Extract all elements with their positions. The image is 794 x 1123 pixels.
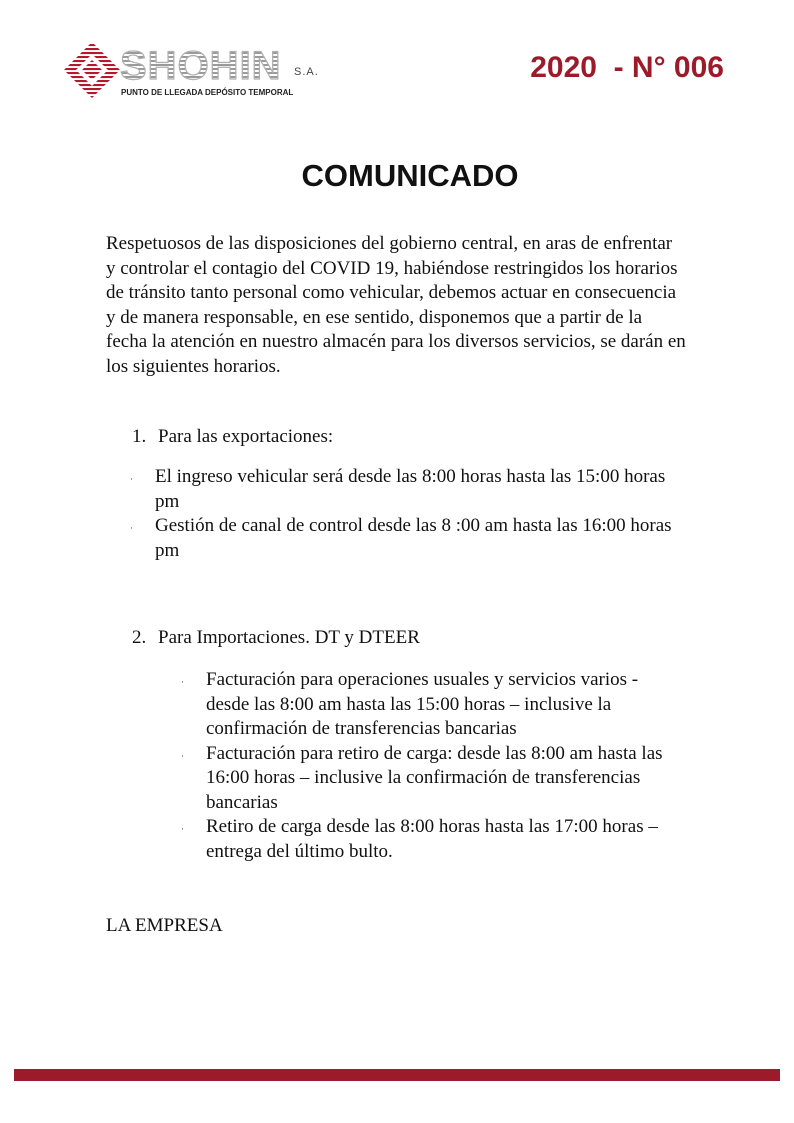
logo-tagline: PUNTO DE LLEGADA DEPÓSITO TEMPORAL xyxy=(121,88,294,97)
bullet-dot-icon: · xyxy=(181,677,184,687)
section-title: Para las exportaciones: xyxy=(158,426,334,447)
footer-bar xyxy=(14,1069,780,1081)
intro-paragraph: Respetuosos de las disposiciones del gobierno central, en aras de enfrentar y controlar el contagio del COVID 19, habiéndose restringidos los horarios de tránsito tanto personal como vehicular, debemos actuar en consecuencia y de manera responsable, en ese sentido, disponemos que a partir de la fecha la atención en nuestro almacén para los diversos servicios, se darán en los siguientes horarios. xyxy=(106,233,686,377)
exportaciones-list xyxy=(130,465,690,563)
list-item-text: Facturación para operaciones usuales y servicios varios - desde las 8:00 am hasta las 15:00 horas – inclusive la confirmación de transferencias bancarias xyxy=(206,669,639,739)
bullet-dot-icon: · xyxy=(130,474,133,484)
list-item-text: Retiro de carga desde las 8:00 horas hasta las 17:00 horas – entrega del último bulto. xyxy=(206,816,658,862)
closing-signature: LA EMPRESA xyxy=(106,915,223,936)
list-item-text: Gestión de canal de control desde las 8 :00 am hasta las 16:00 horas pm xyxy=(155,515,672,561)
list-item xyxy=(130,465,690,514)
bullet-dot-icon: · xyxy=(181,824,184,834)
section-number: 1. xyxy=(132,426,147,447)
page-title: COMUNICADO xyxy=(301,158,519,193)
document-number: 2020 - N° 006 xyxy=(530,51,724,84)
list-item xyxy=(130,514,690,563)
striped-diamond-logo-icon xyxy=(62,40,124,102)
bullet-dot-icon: · xyxy=(130,523,133,533)
bullet-dot-icon: · xyxy=(181,750,184,761)
company-logo xyxy=(62,40,332,102)
section-number: 2. xyxy=(132,627,147,648)
list-item-text: Facturación para retiro de carga: desde las 8:00 am hasta las 16:00 horas – inclusive la confirmación de transferencias bancarias xyxy=(206,742,663,813)
section-exportaciones xyxy=(132,425,333,450)
list-item xyxy=(181,668,671,742)
section-heading xyxy=(132,626,420,651)
importaciones-list xyxy=(181,668,671,864)
list-item-text: El ingreso vehicular será desde las 8:00 horas hasta las 15:00 horas pm xyxy=(155,466,666,512)
list-item xyxy=(181,742,671,816)
section-importaciones xyxy=(132,626,420,651)
logo-wordmark: SHOHIN xyxy=(120,44,282,88)
logo-suffix: S.A. xyxy=(294,66,319,78)
section-heading xyxy=(132,425,333,450)
list-item xyxy=(181,815,671,864)
section-title: Para Importaciones. DT y DTEER xyxy=(158,627,420,648)
